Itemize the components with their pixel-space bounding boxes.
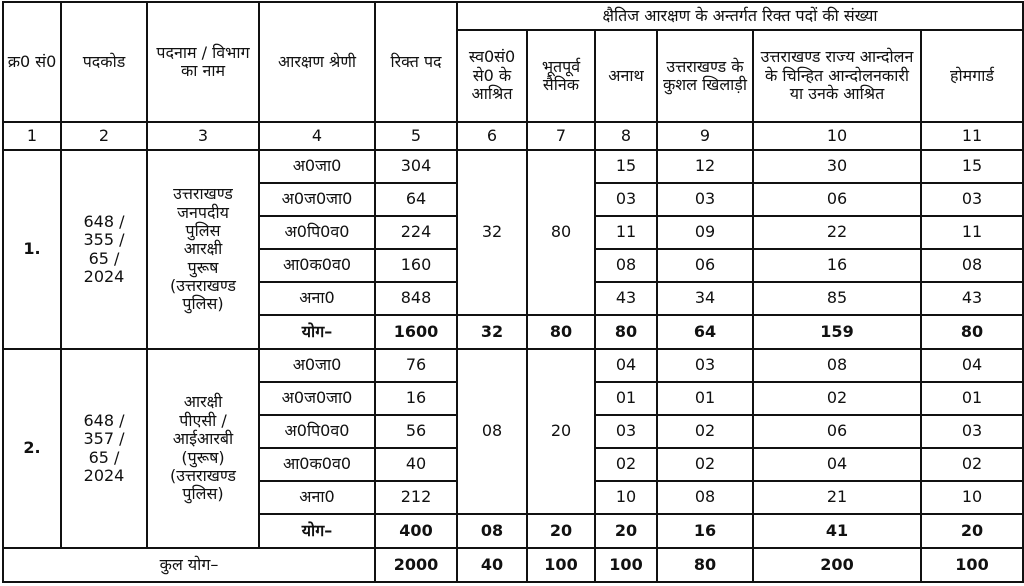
- column-number: 6: [457, 122, 527, 150]
- horizontal-reservation-title: क्षैतिज आरक्षण के अन्तर्गत रिक्त पदों की संख्या: [457, 2, 1023, 30]
- column-number: 3: [147, 122, 259, 150]
- orphan: 01: [595, 382, 657, 415]
- vacant-posts: 16: [375, 382, 457, 415]
- ex-serviceman: 80: [527, 150, 595, 315]
- orphan: 03: [595, 183, 657, 216]
- state-agitator: 02: [753, 382, 921, 415]
- subtotal-home-guard: 80: [921, 315, 1023, 349]
- subtotal-label: योग–: [259, 514, 375, 548]
- state-agitator: 30: [753, 150, 921, 183]
- reservation-category: अ0ज0जा0: [259, 382, 375, 415]
- freedom-fighter-dependents: 32: [457, 150, 527, 315]
- col-header-ex-serviceman: भूतपूर्व सैनिक: [527, 30, 595, 122]
- orphan: 08: [595, 249, 657, 282]
- grand-total-orphan: 100: [595, 548, 657, 582]
- post-code-line: 2024: [83, 266, 125, 286]
- home-guard: 43: [921, 282, 1023, 315]
- grand-total-sportsperson: 80: [657, 548, 753, 582]
- reservation-category: अ0जा0: [259, 349, 375, 382]
- col-header-designation: पदनाम / विभाग का नाम: [147, 2, 259, 122]
- subtotal-sportsperson: 16: [657, 514, 753, 548]
- vacant-posts: 304: [375, 150, 457, 183]
- sportsperson: 12: [657, 150, 753, 183]
- column-number: 1: [3, 122, 61, 150]
- home-guard: 03: [921, 415, 1023, 448]
- designation-line: पुलिस): [182, 484, 224, 504]
- col-header-sportsperson: उत्तराखण्ड के कुशल खिलाड़ी: [657, 30, 753, 122]
- designation-line: आईआरबी: [172, 429, 234, 449]
- category-row: [3, 150, 1023, 183]
- reservation-category: अना0: [259, 481, 375, 514]
- orphan: 04: [595, 349, 657, 382]
- vacant-posts: 212: [375, 481, 457, 514]
- grand-total-freedom-fighter: 40: [457, 548, 527, 582]
- state-agitator: 04: [753, 448, 921, 481]
- state-agitator: 06: [753, 183, 921, 216]
- col-header-post-code: पदकोड: [61, 2, 147, 122]
- home-guard: 01: [921, 382, 1023, 415]
- category-row: [3, 349, 1023, 382]
- orphan: 03: [595, 415, 657, 448]
- designation-line: पुरूष: [187, 257, 219, 277]
- col-header-state-agitator: उत्तराखण्ड राज्य आन्दोलन के चिन्हित आन्दोलनकारी या उनके आश्रित: [753, 30, 921, 122]
- grand-total-vacant: 2000: [375, 548, 457, 582]
- column-number: 7: [527, 122, 595, 150]
- sportsperson: 02: [657, 415, 753, 448]
- home-guard: 02: [921, 448, 1023, 481]
- designation-line: (पुरूष): [181, 447, 225, 467]
- reservation-category: अ0पि0व0: [259, 216, 375, 249]
- home-guard: 11: [921, 216, 1023, 249]
- subtotal-ex-serviceman: 20: [527, 514, 595, 548]
- designation-line: उत्तराखण्ड: [173, 184, 233, 204]
- state-agitator: 06: [753, 415, 921, 448]
- home-guard: 10: [921, 481, 1023, 514]
- subtotal-state-agitator: 41: [753, 514, 921, 548]
- grand-total-label: कुल योग–: [3, 548, 375, 582]
- col-header-freedom-fighter: स्व0सं0 से0 के आश्रित: [457, 30, 527, 122]
- vacant-posts: 76: [375, 349, 457, 382]
- ex-serviceman: 20: [527, 349, 595, 514]
- freedom-fighter-dependents: 08: [457, 349, 527, 514]
- sportsperson: 03: [657, 183, 753, 216]
- sportsperson: 06: [657, 249, 753, 282]
- vacancy-document: [0, 1, 1024, 586]
- reservation-category: अना0: [259, 282, 375, 315]
- orphan: 15: [595, 150, 657, 183]
- home-guard: 04: [921, 349, 1023, 382]
- designation-line: आरक्षी: [183, 392, 223, 412]
- grand-total-home-guard: 100: [921, 548, 1023, 582]
- reservation-category: अ0ज0जा0: [259, 183, 375, 216]
- vacant-posts: 160: [375, 249, 457, 282]
- subtotal-vacant: 1600: [375, 315, 457, 349]
- designation-line: पुलिस: [185, 220, 221, 240]
- subtotal-ex-serviceman: 80: [527, 315, 595, 349]
- designation-line: जनपदीय: [177, 202, 229, 222]
- subtotal-freedom-fighter: 32: [457, 315, 527, 349]
- subtotal-orphan: 80: [595, 315, 657, 349]
- vacant-posts: 40: [375, 448, 457, 481]
- post-code-line: 648 /: [83, 211, 125, 231]
- sportsperson: 01: [657, 382, 753, 415]
- column-number: 10: [753, 122, 921, 150]
- serial-number: 2.: [3, 349, 61, 548]
- vacant-posts: 64: [375, 183, 457, 216]
- col-header-home-guard: होमगार्ड: [921, 30, 1023, 122]
- post-code-line: 65 /: [88, 447, 120, 467]
- col-header-reservation-category: आरक्षण श्रेणी: [259, 2, 375, 122]
- subtotal-home-guard: 20: [921, 514, 1023, 548]
- designation-line: (उत्तराखण्ड: [169, 465, 236, 485]
- subtotal-freedom-fighter: 08: [457, 514, 527, 548]
- col-header-sr-no: क्र0 सं0: [3, 2, 61, 122]
- reservation-category: अ0जा0: [259, 150, 375, 183]
- sportsperson: 09: [657, 216, 753, 249]
- orphan: 43: [595, 282, 657, 315]
- designation-line: पुलिस): [182, 294, 224, 314]
- column-number: 8: [595, 122, 657, 150]
- column-number: 9: [657, 122, 753, 150]
- state-agitator: 22: [753, 216, 921, 249]
- col-header-orphan: अनाथ: [595, 30, 657, 122]
- vacant-posts: 56: [375, 415, 457, 448]
- designation-line: पीएसी /: [179, 410, 227, 430]
- designation: [147, 150, 259, 349]
- post-code-line: 648 /: [83, 410, 125, 430]
- home-guard: 03: [921, 183, 1023, 216]
- column-number: 5: [375, 122, 457, 150]
- state-agitator: 16: [753, 249, 921, 282]
- home-guard: 15: [921, 150, 1023, 183]
- sportsperson: 08: [657, 481, 753, 514]
- col-header-vacant-posts: रिक्त पद: [375, 2, 457, 122]
- grand-total-row: [3, 548, 1023, 582]
- state-agitator: 08: [753, 349, 921, 382]
- reservation-category: आ0क0व0: [259, 249, 375, 282]
- post-code-line: 65 /: [88, 248, 120, 268]
- vacancy-table: [2, 1, 1024, 583]
- post-code: [61, 349, 147, 548]
- designation-line: आरक्षी: [183, 239, 223, 259]
- sportsperson: 02: [657, 448, 753, 481]
- grand-total-ex-serviceman: 100: [527, 548, 595, 582]
- grand-total-state-agitator: 200: [753, 548, 921, 582]
- subtotal-label: योग–: [259, 315, 375, 349]
- orphan: 02: [595, 448, 657, 481]
- state-agitator: 85: [753, 282, 921, 315]
- vacant-posts: 224: [375, 216, 457, 249]
- column-number-row: [3, 122, 1023, 150]
- column-number: 11: [921, 122, 1023, 150]
- vacant-posts: 848: [375, 282, 457, 315]
- home-guard: 08: [921, 249, 1023, 282]
- orphan: 10: [595, 481, 657, 514]
- designation-line: (उत्तराखण्ड: [169, 276, 236, 296]
- subtotal-sportsperson: 64: [657, 315, 753, 349]
- state-agitator: 21: [753, 481, 921, 514]
- subtotal-orphan: 20: [595, 514, 657, 548]
- sportsperson: 34: [657, 282, 753, 315]
- designation: [147, 349, 259, 548]
- post-code-line: 357 /: [83, 429, 125, 449]
- orphan: 11: [595, 216, 657, 249]
- reservation-category: आ0क0व0: [259, 448, 375, 481]
- reservation-category: अ0पि0व0: [259, 415, 375, 448]
- post-code-line: 355 /: [83, 230, 125, 250]
- column-number: 2: [61, 122, 147, 150]
- subtotal-vacant: 400: [375, 514, 457, 548]
- serial-number: 1.: [3, 150, 61, 349]
- sportsperson: 03: [657, 349, 753, 382]
- subtotal-state-agitator: 159: [753, 315, 921, 349]
- column-number: 4: [259, 122, 375, 150]
- post-code: [61, 150, 147, 349]
- post-code-line: 2024: [83, 465, 125, 485]
